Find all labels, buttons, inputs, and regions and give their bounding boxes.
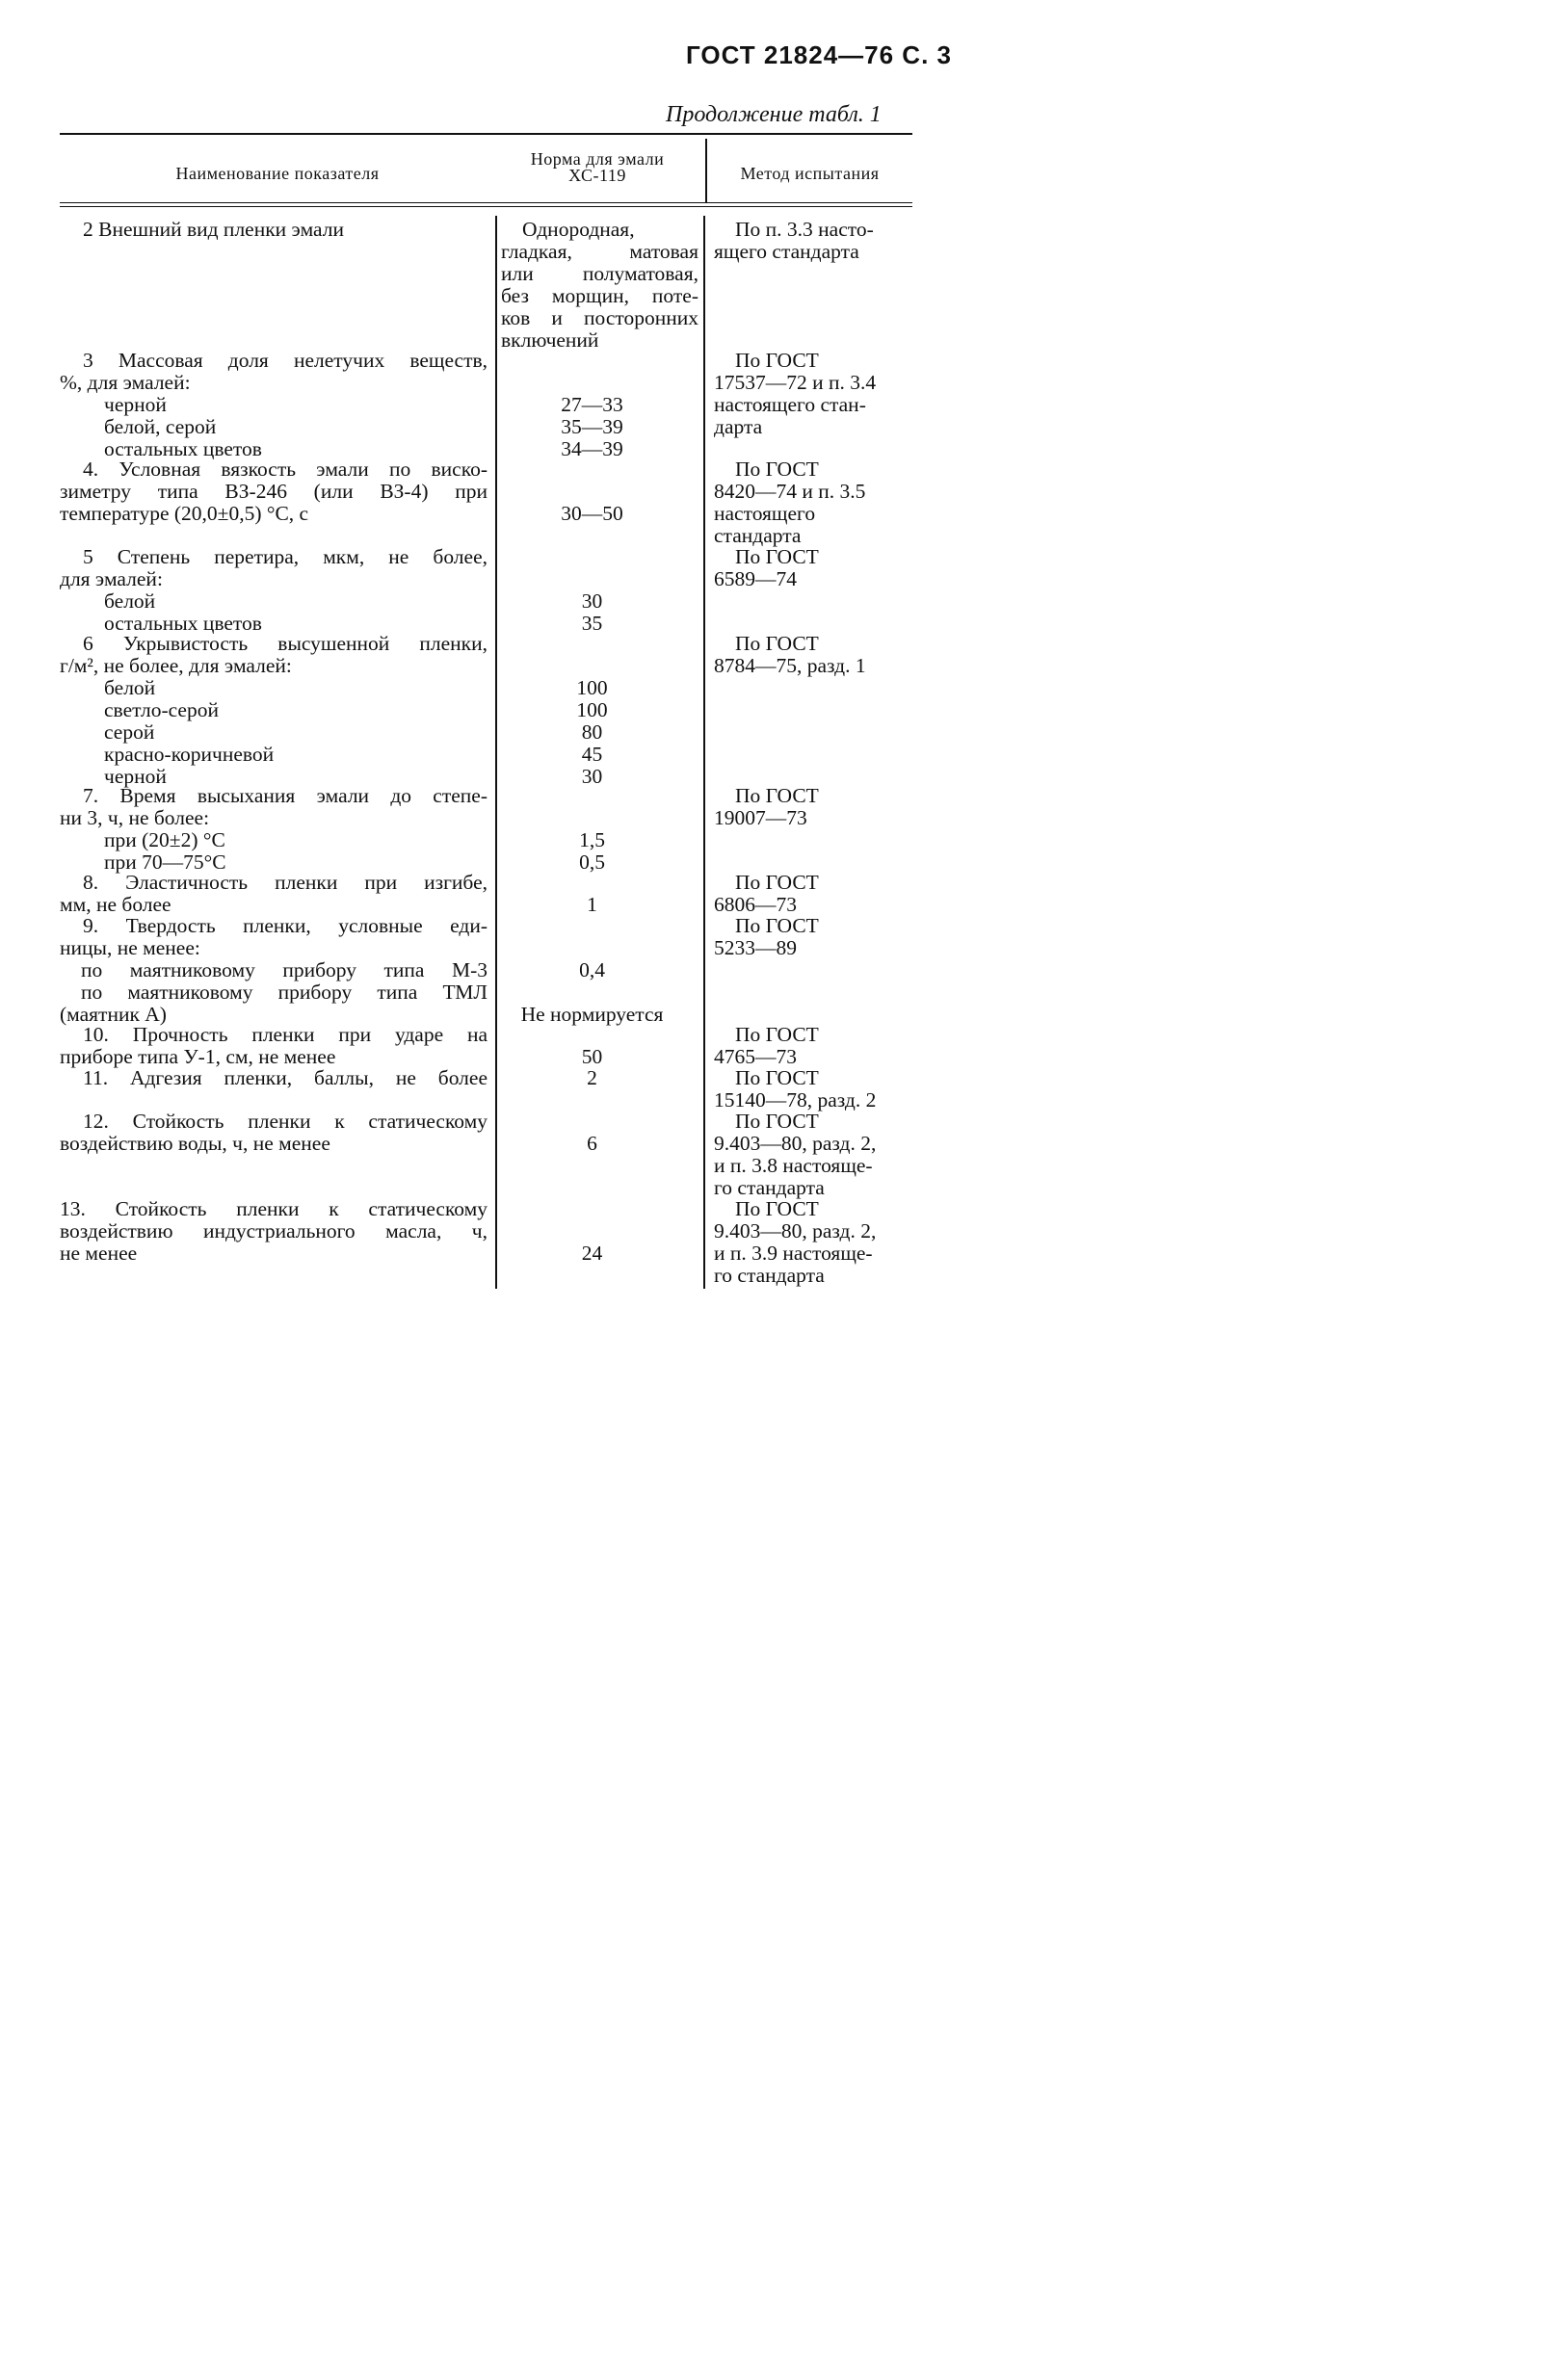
- row-4-indicator: [60, 458, 488, 525]
- norm-value: 1: [587, 893, 597, 916]
- norm-value: или полуматовая,: [501, 262, 698, 285]
- indicator-line: 8. Эластичность пленки при изгибе,: [83, 871, 488, 894]
- norm-value: Однородная,: [522, 218, 635, 241]
- column-divider-2: [703, 216, 705, 1289]
- row-4-method: [714, 458, 912, 547]
- indicator-line: 2 Внешний вид пленки эмали: [83, 218, 345, 241]
- indicator-line: 13. Стойкость пленки к статическому: [60, 1197, 488, 1220]
- indicator-line: ницы, не менее:: [60, 936, 200, 959]
- row-11-method: [714, 1067, 912, 1112]
- method-line: 6589—74: [714, 567, 797, 590]
- row-7-norm: [501, 785, 698, 874]
- norm-value: [501, 458, 698, 481]
- indicator-line: по маятниковому прибору типа ТМЛ: [81, 981, 488, 1004]
- row-6-method: [714, 633, 912, 677]
- indicator-line: 10. Прочность пленки при ударе на: [83, 1023, 488, 1046]
- norm-value: 30: [581, 765, 603, 788]
- indicator-line: не менее: [60, 1242, 138, 1265]
- indicator-line: 11. Адгезия пленки, баллы, не более: [83, 1066, 488, 1089]
- method-line: По ГОСТ: [735, 1197, 819, 1220]
- row-5-method: [714, 546, 912, 590]
- norm-value: ков и посторонних: [501, 306, 698, 329]
- norm-value: [501, 981, 698, 1004]
- method-line: настоящего стан-: [714, 393, 866, 416]
- column-header-norm: Норма для эмали ХС-119: [530, 149, 665, 185]
- indicator-line: 7. Время высыхания эмали до степе-: [83, 784, 488, 807]
- norm-value: [501, 915, 698, 937]
- method-line: По ГОСТ: [735, 1066, 819, 1089]
- norm-value: 6: [587, 1132, 597, 1155]
- row-12-method: [714, 1111, 912, 1199]
- method-line: и п. 3.9 настояще-: [714, 1242, 873, 1265]
- norm-value: [501, 937, 698, 959]
- indicator-line: серой: [104, 720, 155, 744]
- norm-value: 100: [576, 676, 608, 699]
- norm-value: [501, 655, 698, 677]
- norm-value: 0,4: [579, 958, 605, 981]
- method-line: настоящего: [714, 502, 816, 525]
- row-4-norm: [501, 458, 698, 525]
- indicator-line: 3 Массовая доля нелетучих веществ,: [83, 349, 488, 372]
- indicator-line: белой, серой: [104, 415, 217, 438]
- indicator-line: 4. Условная вязкость эмали по виско-: [83, 458, 488, 481]
- row-5-norm: [501, 546, 698, 635]
- norm-value: 80: [581, 720, 603, 744]
- norm-value: [501, 785, 698, 807]
- indicator-line: г/м², не более, для эмалей:: [60, 654, 292, 677]
- norm-value: Не нормируется: [520, 1003, 664, 1026]
- method-line: 9.403—80, разд. 2,: [714, 1219, 877, 1242]
- row-10-indicator: [60, 1024, 488, 1068]
- method-line: ящего стандарта: [714, 240, 859, 263]
- row-10-norm: [501, 1024, 698, 1068]
- indicator-line: ни 3, ч, не более:: [60, 806, 210, 829]
- method-line: 5233—89: [714, 936, 797, 959]
- indicator-line: 5 Степень перетира, мкм, не более,: [83, 545, 488, 568]
- row-12-indicator: [60, 1111, 488, 1155]
- row-11-norm: [501, 1067, 698, 1089]
- norm-value: 35—39: [561, 415, 623, 438]
- row-7-indicator: [60, 785, 488, 874]
- norm-value: [501, 568, 698, 590]
- indicator-line: белой: [104, 589, 156, 613]
- method-line: 19007—73: [714, 806, 807, 829]
- method-line: стандарта: [714, 524, 802, 547]
- norm-value: 30—50: [561, 502, 623, 525]
- method-line: По ГОСТ: [735, 545, 819, 568]
- method-line: дарта: [714, 415, 763, 438]
- norm-value: [501, 1111, 698, 1133]
- row-9-indicator: [60, 915, 488, 1026]
- norm-value: 27—33: [561, 393, 623, 416]
- method-line: 6806—73: [714, 893, 797, 916]
- indicator-line: черной: [104, 765, 167, 788]
- row-7-method: [714, 785, 912, 829]
- row-9-method: [714, 915, 912, 959]
- column-header-name: Наименование показателя: [175, 164, 380, 183]
- row-3-norm: [501, 350, 698, 460]
- indicator-line: светло-серой: [104, 698, 219, 721]
- indicator-line: мм, не более: [60, 893, 171, 916]
- indicator-line: при (20±2) °С: [104, 828, 225, 851]
- method-line: 17537—72 и п. 3.4: [714, 371, 877, 394]
- norm-value: [501, 350, 698, 372]
- row-13-indicator: [60, 1198, 488, 1265]
- row-13-norm: [501, 1198, 698, 1265]
- indicator-line: зиметру типа ВЗ-246 (или ВЗ-4) при: [60, 480, 488, 503]
- norm-value: 45: [581, 743, 603, 766]
- norm-value: [501, 1220, 698, 1242]
- row-12-norm: [501, 1111, 698, 1155]
- method-line: По ГОСТ: [735, 632, 819, 655]
- norm-value: гладкая, матовая: [501, 240, 698, 263]
- document-reference: ГОСТ 21824—76 С. 3: [686, 40, 952, 69]
- header-bottom-rule-2: [60, 206, 912, 207]
- table-continuation-label: Продолжение табл. 1: [666, 102, 882, 127]
- norm-value: [501, 872, 698, 894]
- row-6-norm: [501, 633, 698, 788]
- norm-value: 100: [576, 698, 608, 721]
- indicator-line: температуре (20,0±0,5) °С, с: [60, 502, 309, 525]
- norm-value: [501, 1198, 698, 1220]
- column-divider-1: [495, 216, 497, 1289]
- norm-value: [501, 807, 698, 829]
- indicator-line: по маятниковому прибору типа М-3: [81, 958, 488, 981]
- header-bottom-rule-1: [60, 202, 912, 203]
- indicator-line: приборе типа У-1, см, не менее: [60, 1045, 336, 1068]
- column-header-method: Метод испытания: [740, 164, 880, 183]
- method-line: По ГОСТ: [735, 458, 819, 481]
- method-line: 8784—75, разд. 1: [714, 654, 866, 677]
- method-line: По п. 3.3 насто-: [735, 218, 874, 241]
- method-line: По ГОСТ: [735, 349, 819, 372]
- row-9-norm: [501, 915, 698, 1026]
- indicator-line: остальных цветов: [104, 437, 262, 460]
- norm-value: 24: [581, 1242, 603, 1265]
- indicator-line: при 70—75°С: [104, 850, 226, 874]
- method-line: По ГОСТ: [735, 784, 819, 807]
- row-10-method: [714, 1024, 912, 1068]
- norm-value: 34—39: [561, 437, 623, 460]
- norm-value: включений: [501, 328, 599, 352]
- method-line: го стандарта: [714, 1264, 825, 1287]
- row-2-norm: [501, 219, 698, 352]
- norm-value: [501, 372, 698, 394]
- indicator-line: 9. Твердость пленки, условные еди-: [83, 914, 488, 937]
- indicator-line: белой: [104, 676, 156, 699]
- norm-value: 1,5: [579, 828, 605, 851]
- method-line: го стандарта: [714, 1176, 825, 1199]
- indicator-line: (маятник А): [60, 1003, 167, 1026]
- method-line: 4765—73: [714, 1045, 797, 1068]
- row-8-indicator: [60, 872, 488, 916]
- row-6-indicator: [60, 633, 488, 788]
- method-line: 9.403—80, разд. 2,: [714, 1132, 877, 1155]
- indicator-line: черной: [104, 393, 167, 416]
- method-line: 8420—74 и п. 3.5: [714, 480, 866, 503]
- row-8-norm: [501, 872, 698, 916]
- indicator-line: красно-коричневой: [104, 743, 275, 766]
- norm-value: без морщин, поте-: [501, 284, 698, 307]
- indicator-line: воздействию индустриального масла, ч,: [60, 1219, 488, 1242]
- row-3-method: [714, 350, 912, 438]
- norm-value: [501, 481, 698, 503]
- norm-value: [501, 546, 698, 568]
- row-11-indicator: [60, 1067, 488, 1089]
- method-line: По ГОСТ: [735, 914, 819, 937]
- norm-value: 35: [581, 612, 603, 635]
- row-3-indicator: [60, 350, 488, 460]
- row-5-indicator: [60, 546, 488, 635]
- row-8-method: [714, 872, 912, 916]
- method-line: 15140—78, разд. 2: [714, 1088, 877, 1112]
- row-13-method: [714, 1198, 912, 1287]
- norm-value: [501, 633, 698, 655]
- table-top-rule: [60, 133, 912, 135]
- norm-value: 30: [581, 589, 603, 613]
- norm-value: 0,5: [579, 850, 605, 874]
- indicator-line: воздействию воды, ч, не менее: [60, 1132, 330, 1155]
- row-2-indicator: [60, 219, 488, 241]
- norm-value: 2: [587, 1066, 597, 1089]
- row-2-method: [714, 219, 912, 263]
- norm-value: 50: [581, 1045, 603, 1068]
- indicator-line: остальных цветов: [104, 612, 262, 635]
- indicator-line: %, для эмалей:: [60, 371, 191, 394]
- indicator-line: для эмалей:: [60, 567, 163, 590]
- indicator-line: 6 Укрывистость высушенной пленки,: [83, 632, 488, 655]
- method-line: и п. 3.8 настояще-: [714, 1154, 873, 1177]
- method-line: По ГОСТ: [735, 871, 819, 894]
- method-line: По ГОСТ: [735, 1110, 819, 1133]
- norm-value: [501, 1024, 698, 1046]
- method-line: По ГОСТ: [735, 1023, 819, 1046]
- indicator-line: 12. Стойкость пленки к статическому: [83, 1110, 488, 1133]
